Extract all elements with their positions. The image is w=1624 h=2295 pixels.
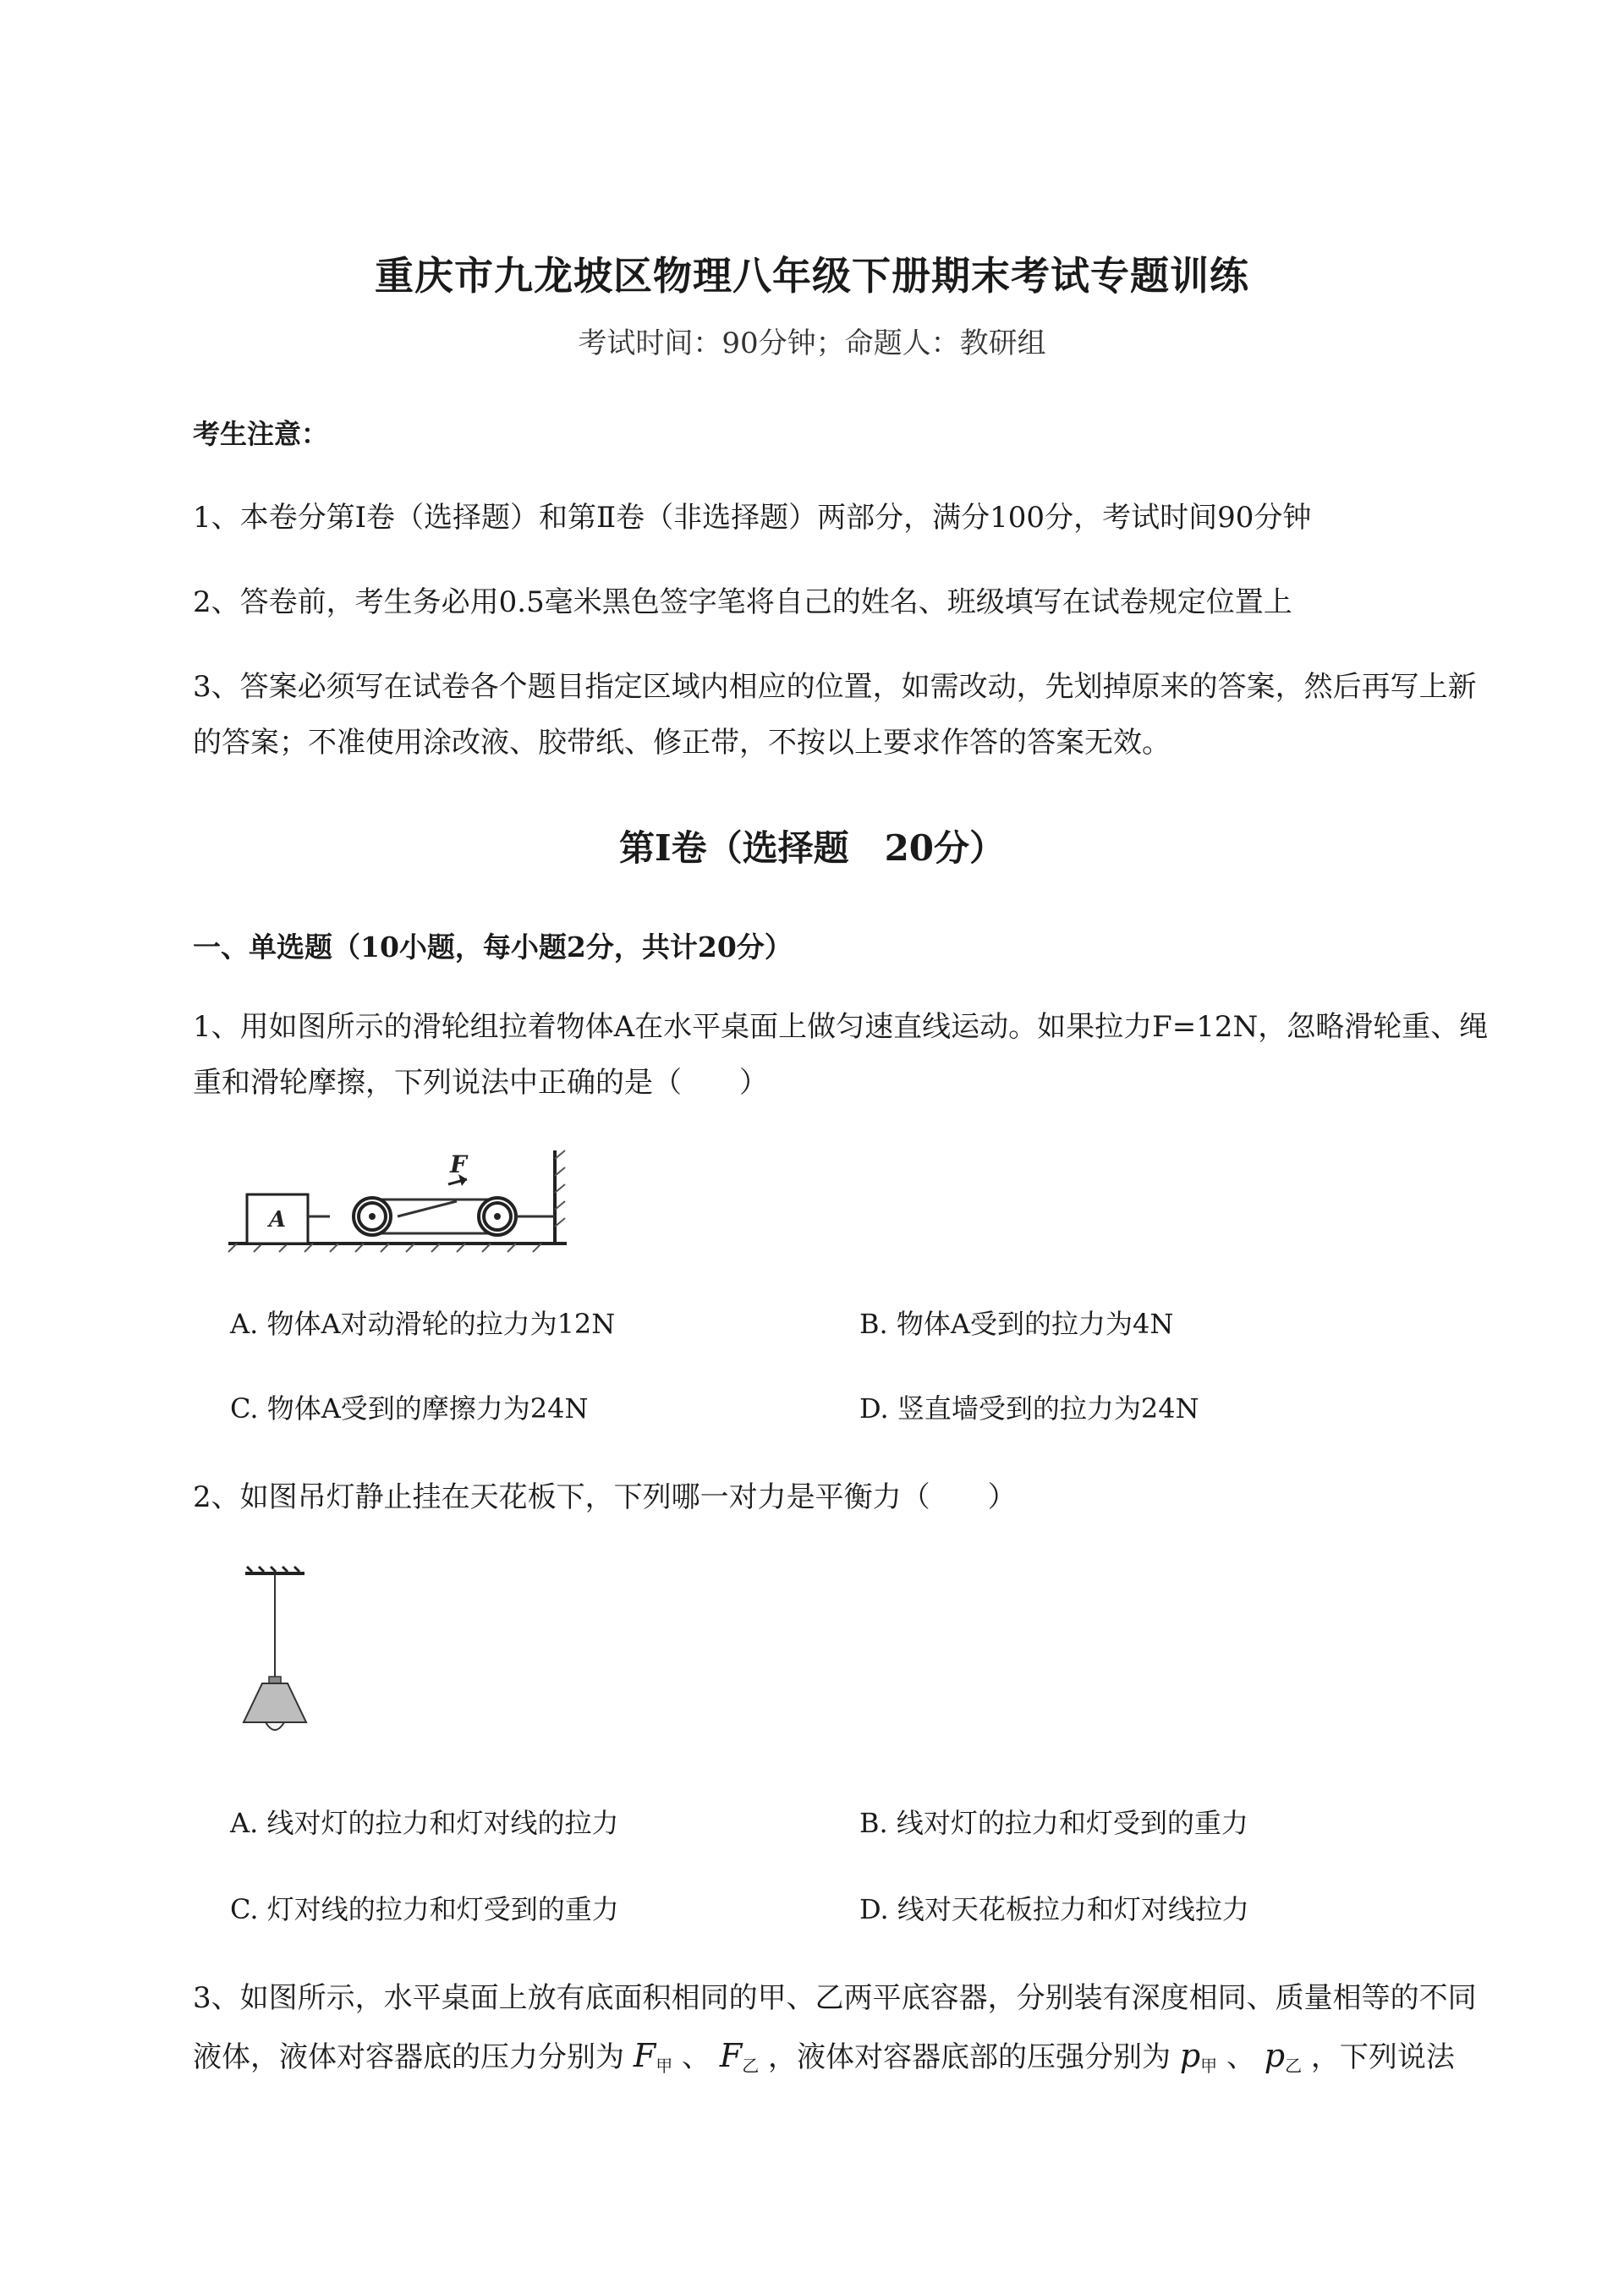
q2-option-c[interactable]: C. 灯对线的拉力和灯受到的重力: [230, 1893, 619, 1925]
q3-f-jia: $F_甲$: [633, 2037, 673, 2076]
fixed-pulley: [479, 1198, 516, 1235]
q3-sep-1: 、: [682, 2040, 710, 2074]
movable-pulley: [354, 1198, 391, 1235]
q1-option-c[interactable]: C. 物体A受到的摩擦力为24N: [230, 1392, 589, 1425]
force-label: F: [450, 1150, 467, 1178]
q3-text-a: 液体，液体对容器底的压力分别为: [193, 2040, 624, 2074]
notice-item-1: 1、本卷分第I卷（选择题）和第Ⅱ卷（非选择题）两部分，满分100分，考试时间90分钟: [193, 501, 1312, 535]
part-title: 一、单选题（10小题，每小题2分，共计20分）: [193, 931, 793, 964]
notice-item-3-cont: 的答案；不准使用涂改液、胶带纸、修正带，不按以上要求作答的答案无效。: [193, 726, 1171, 760]
notice-item-3: 3、答案必须写在试卷各个题目指定区域内相应的位置，如需改动，先划掉原来的答案，然后再写上新: [193, 670, 1477, 704]
q3-p-jia: $p_甲$: [1179, 2037, 1218, 2076]
q3-p-yi: $p_乙$: [1264, 2037, 1303, 2076]
q2-option-b[interactable]: B. 线对灯的拉力和灯受到的重力: [859, 1807, 1248, 1839]
q1-option-d[interactable]: D. 竖直墙受到的拉力为24N: [859, 1392, 1199, 1425]
page-title: 重庆市九龙坡区物理八年级下册期末考试专题训练: [375, 253, 1249, 299]
q3-f-yi: $F_乙$: [719, 2037, 760, 2076]
block-a-label: A: [268, 1207, 287, 1233]
q2-option-a[interactable]: A. 线对灯的拉力和灯对线的拉力: [230, 1807, 619, 1839]
notice-item-2: 2、答卷前，考生务必用0.5毫米黑色签字笔将自己的姓名、班级填写在试卷规定位置上: [193, 585, 1292, 619]
q1-option-b[interactable]: B. 物体A受到的拉力为4N: [859, 1308, 1174, 1340]
q3-text-c: ，下列说法: [1310, 2040, 1455, 2074]
notice-heading: 考生注意：: [193, 418, 329, 450]
section-title: 第I卷（选择题 20分）: [618, 827, 1006, 869]
q1-option-a[interactable]: A. 物体A对动滑轮的拉力为12N: [230, 1308, 616, 1340]
q1-stem-line2: 重和滑轮摩擦，下列说法中正确的是（ ）: [193, 1066, 768, 1100]
exam-info: 考试时间：90分钟；命题人：教研组: [578, 327, 1046, 360]
lamp-shade: [244, 1683, 306, 1722]
q3-text-b: ，液体对容器底部的压强分别为: [768, 2040, 1171, 2074]
q1-stem-line1: 1、用如图所示的滑轮组拉着物体A在水平桌面上做匀速直线运动。如果拉力F=12N，忽略滑轮重、绳: [193, 1010, 1489, 1044]
q2-lamp-figure: [228, 1565, 330, 1743]
q1-pulley-figure: [228, 1142, 584, 1252]
q3-stem-line1: 3、如图所示，水平桌面上放有底面积相同的甲、乙两平底容器，分别装有深度相同、质量相等的不同: [193, 1981, 1477, 2015]
q3-sep-2: 、: [1226, 2040, 1255, 2074]
q3-stem-line2: [193, 2034, 1455, 2077]
q2-option-d[interactable]: D. 线对天花板拉力和灯对线拉力: [859, 1893, 1249, 1925]
bulb-icon: [266, 1722, 284, 1730]
q2-stem: 2、如图吊灯静止挂在天花板下，下列哪一对力是平衡力（ ）: [193, 1480, 1017, 1514]
